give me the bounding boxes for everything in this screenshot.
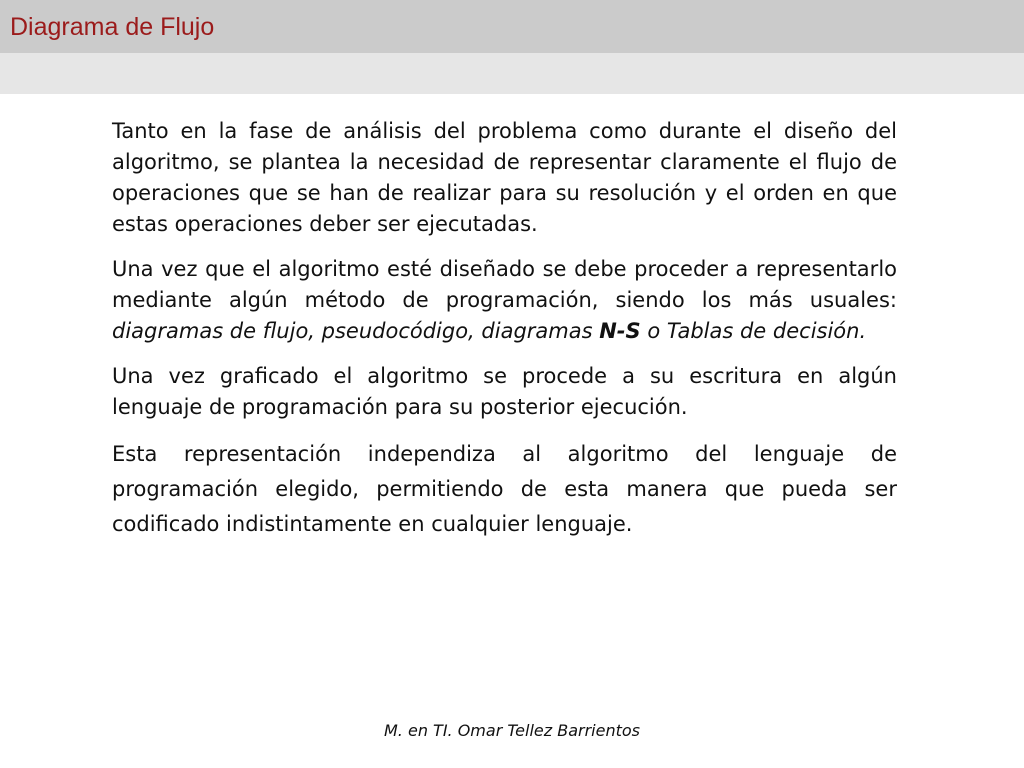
paragraph-analysis: Tanto en la fase de análisis del problema como durante el diseño del algoritmo, se plantea la necesidad de representar claramente el flujo de operaciones que se han de realizar para su resolución y el orden en que estas operaciones deber ser ejecutadas. xyxy=(112,119,897,236)
methods-list-italic: diagramas de flujo, pseudocódigo, diagramas xyxy=(112,319,600,343)
slide-body xyxy=(112,116,897,556)
slide-footer-author: M. en TI. Omar Tellez Barrientos xyxy=(384,721,640,740)
paragraph-independence: Esta representación independiza al algoritmo del lenguaje de programación elegido, permitiendo de esta manera que pueda ser codificado indistintamente en cualquier lenguaje. xyxy=(112,442,897,536)
paragraph-representation-intro: Una vez que el algoritmo esté diseñado se debe proceder a representarlo mediante algún método de programación, siendo los más usuales: xyxy=(112,257,897,312)
subtitle-band xyxy=(0,53,1024,94)
methods-list-end: o Tablas de decisión. xyxy=(640,319,867,343)
ns-label: N-S xyxy=(599,319,641,343)
slide-title: Diagrama de Flujo xyxy=(10,13,215,41)
title-bar xyxy=(0,0,1024,53)
paragraph-representation-methods xyxy=(112,254,897,347)
paragraph-coding: Una vez graficado el algoritmo se procede a su escritura en algún lenguaje de programación para su posterior ejecución. xyxy=(112,364,897,419)
